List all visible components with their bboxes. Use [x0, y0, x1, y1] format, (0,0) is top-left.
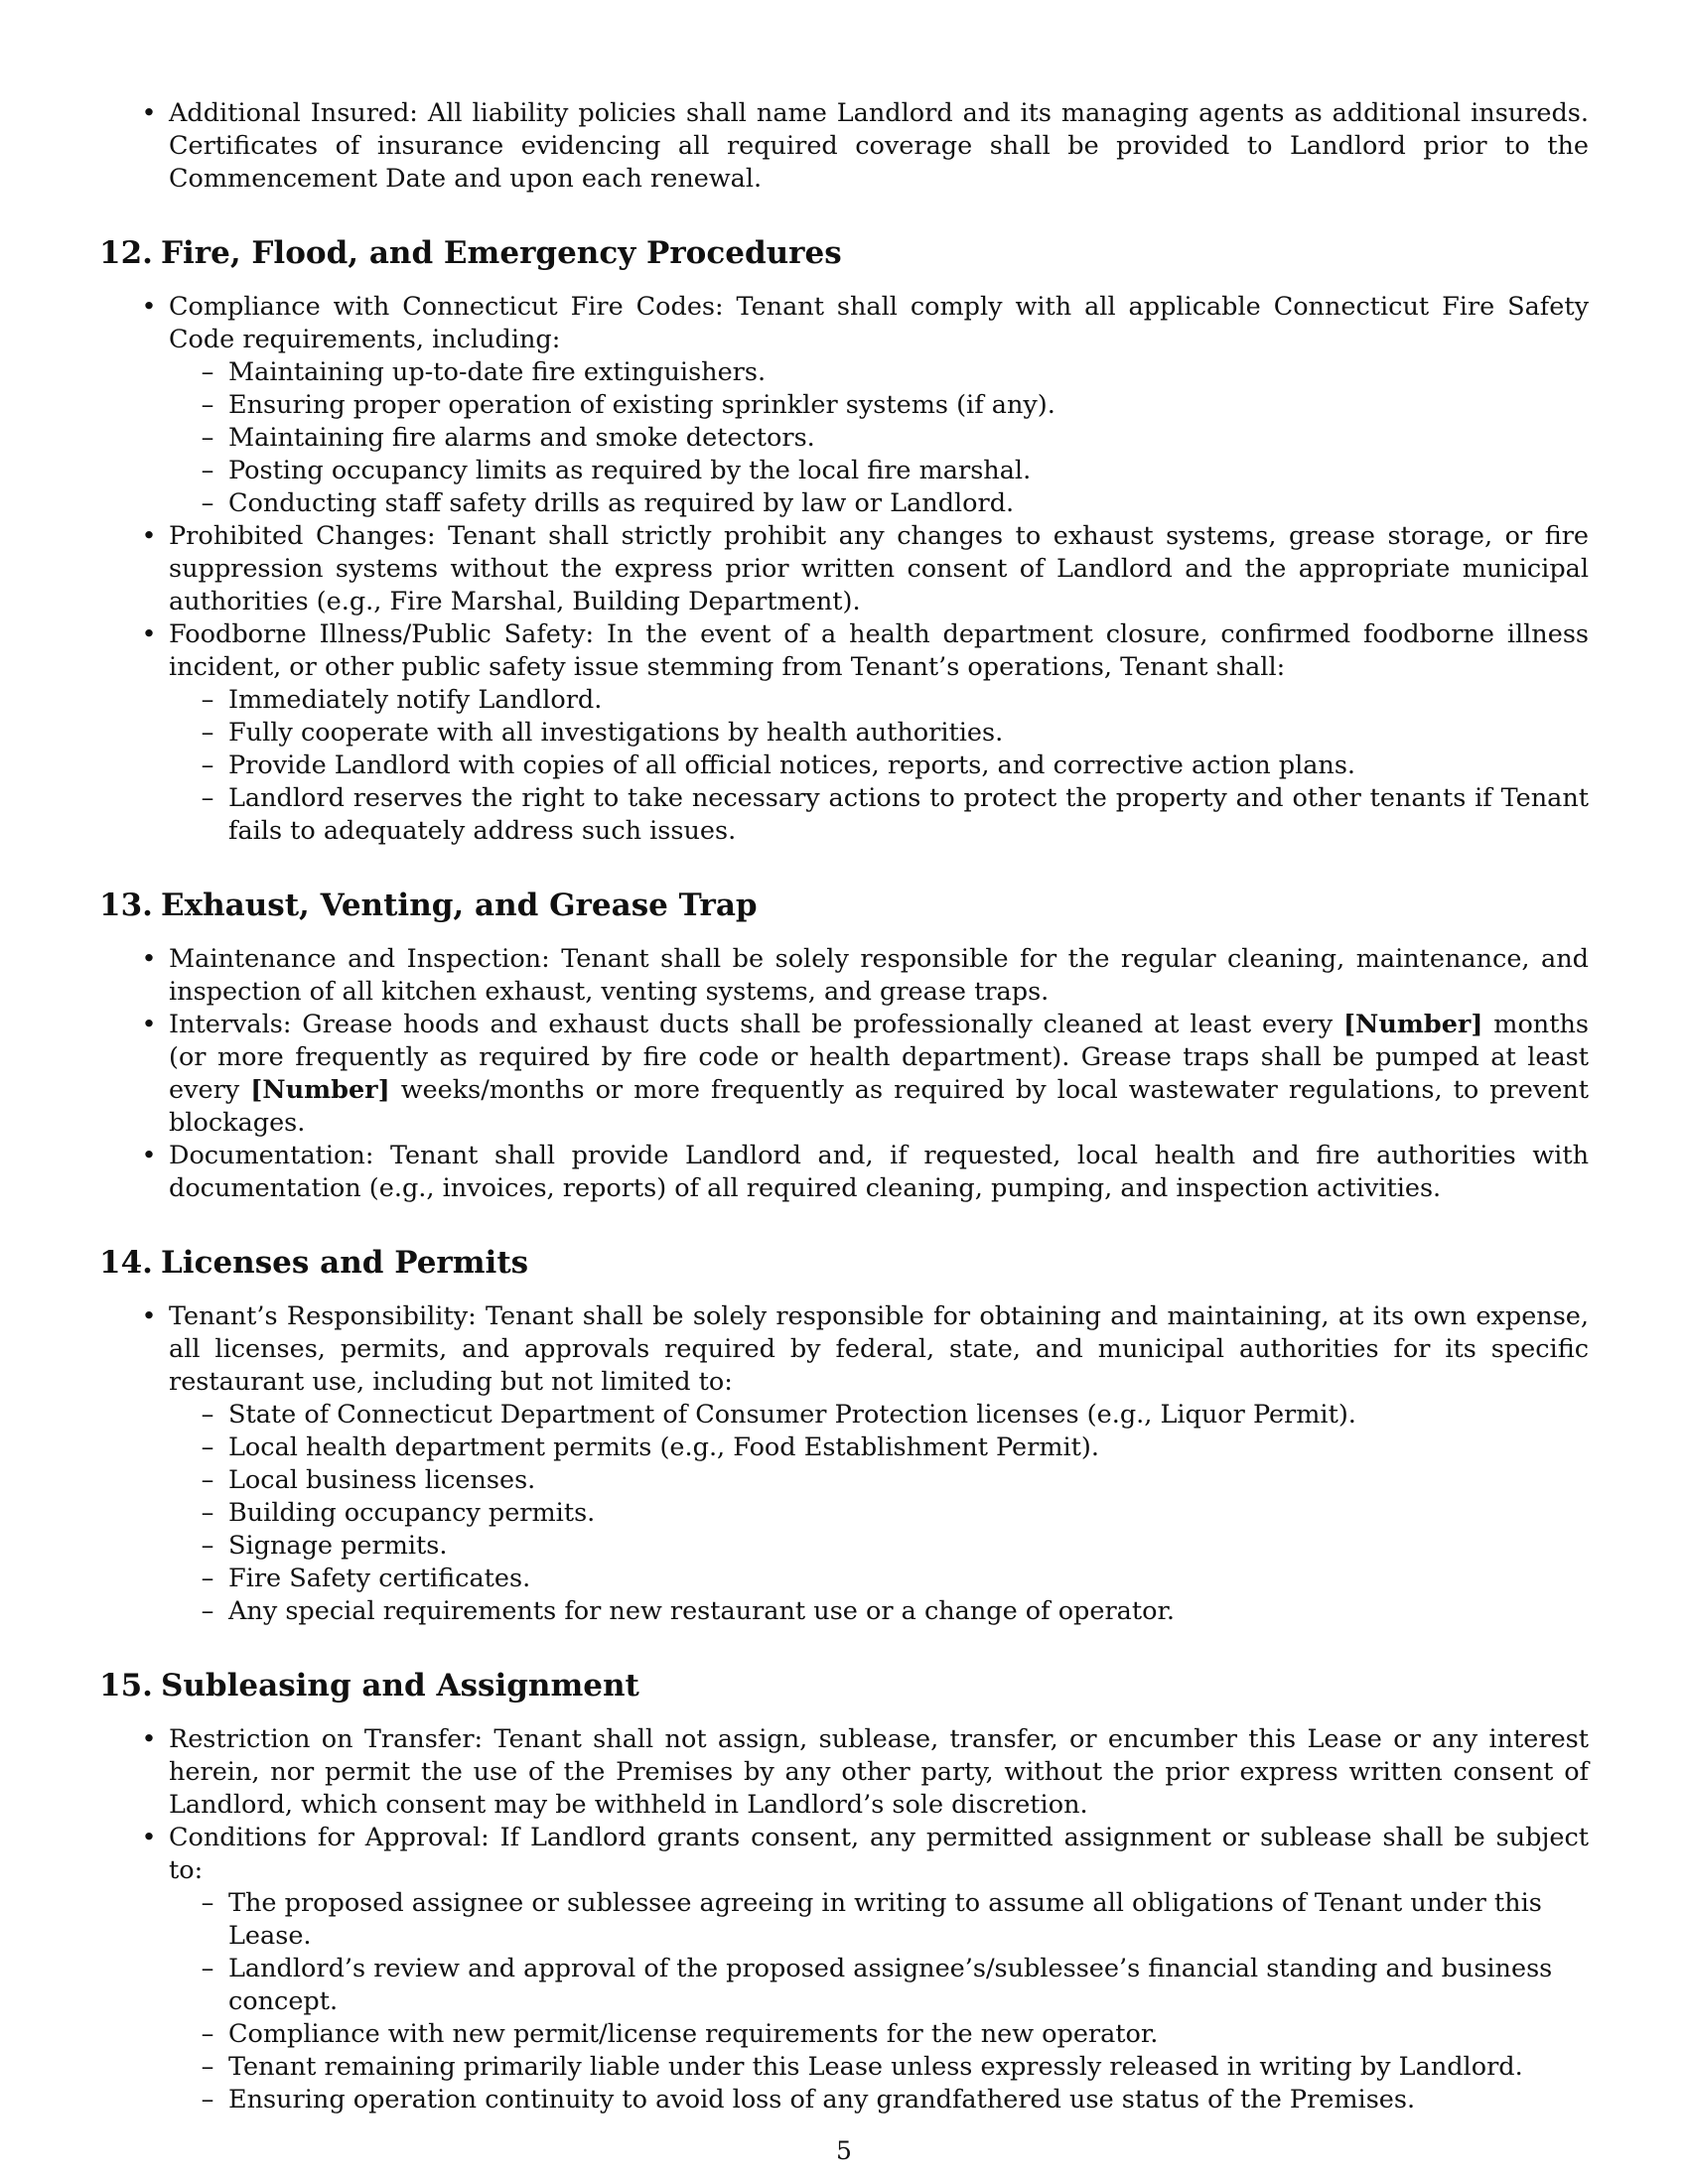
dash-icon: –	[201, 1564, 214, 1593]
placeholder-number: [Number]	[250, 1075, 390, 1105]
sub-list-item: – Fully cooperate with all investigations by health authorities.	[99, 717, 1589, 750]
list-item	[99, 1723, 1589, 1822]
bullet-icon: •	[141, 292, 157, 322]
sub-list-item: – Signage permits.	[99, 1530, 1589, 1563]
list-item-text: Documentation: Tenant shall provide Landlord and, if requested, local health and fire authorities with documentation (e.g., invoices, reports) of all required cleaning, pumping, and inspection activities.	[169, 1141, 1589, 1203]
sub-list-item: – Maintaining fire alarms and smoke detectors.	[99, 422, 1589, 455]
list-item-text: Conditions for Approval: If Landlord grants consent, any permitted assignment or sublease shall be subject to:	[169, 1823, 1589, 1885]
section-13-list	[99, 943, 1589, 1205]
sub-list	[169, 1887, 1589, 2116]
dash-icon: –	[201, 488, 214, 518]
bullet-icon: •	[141, 944, 157, 974]
dash-icon: –	[201, 2085, 214, 2115]
list-item	[99, 618, 1589, 848]
list-item-text: Prohibited Changes: Tenant shall strictly prohibit any changes to exhaust systems, grease storage, or fire suppression systems without the express prior written consent of Landlord and the appropriate municipal authorities (e.g., Fire Marshal, Building Department).	[169, 521, 1589, 616]
document-page	[99, 0, 1589, 2184]
dash-icon: –	[201, 1531, 214, 1561]
dash-icon: –	[201, 456, 214, 485]
list-item	[99, 520, 1589, 618]
dash-icon: –	[201, 718, 214, 748]
section-title: Fire, Flood, and Emergency Procedures	[161, 235, 842, 271]
dash-icon: –	[201, 1596, 214, 1626]
section-heading-15	[99, 1666, 1589, 1706]
dash-icon: –	[201, 685, 214, 715]
dash-icon: –	[201, 751, 214, 780]
bullet-icon: •	[141, 1823, 157, 1852]
sub-list-item: – Landlord’s review and approval of the proposed assignee’s/sublessee’s financial standing and business concept.	[99, 1953, 1589, 2018]
section-title: Exhaust, Venting, and Grease Trap	[161, 887, 758, 923]
dash-icon: –	[201, 1465, 214, 1495]
sub-list	[169, 1399, 1589, 1628]
sub-list-item: – Fire Safety certificates.	[99, 1563, 1589, 1595]
section-12-list	[99, 291, 1589, 848]
list-item-text: Restriction on Transfer: Tenant shall not assign, sublease, transfer, or encumber this Lease or any interest herein, nor permit the use of the Premises by any other party, without the prior express written consent of Landlord, which consent may be withheld in Landlord’s sole discretion.	[169, 1724, 1589, 1820]
sub-list-item: – Landlord reserves the right to take necessary actions to protect the property and other tenants if Tenant fails to adequately address such issues.	[99, 782, 1589, 848]
dash-icon: –	[201, 2052, 214, 2082]
list-item-text: Foodborne Illness/Public Safety: In the event of a health department closure, confirmed foodborne illness incident, or other public safety issue stemming from Tenant’s operations, Tenant shall:	[169, 619, 1589, 682]
list-item-text: Additional Insured: All liability policies shall name Landlord and its managing agents as additional insureds. Certificates of insurance evidencing all required coverage shall be provided to Landlord prior to the Commencement Date and upon each renewal.	[169, 98, 1589, 194]
list-item	[99, 97, 1589, 196]
list-item	[99, 1140, 1589, 1205]
dash-icon: –	[201, 1433, 214, 1462]
sub-list	[169, 356, 1589, 520]
sub-list-item: – The proposed assignee or sublessee agreeing in writing to assume all obligations of Tenant under this Lease.	[99, 1887, 1589, 1953]
list-item-text: Intervals: Grease hoods and exhaust ducts shall be professionally cleaned at least every [Number] months (or more frequently as required by fire code or health department). Grease traps shall be pumped at least every [Number] weeks/months or more frequently as required by local wastewater regulations, to prevent blockages.	[169, 1010, 1590, 1138]
list-item-text: Compliance with Connecticut Fire Codes: Tenant shall comply with all applicable Connecticut Fire Safety Code requirements, including:	[169, 292, 1589, 354]
sub-list-item: – Provide Landlord with copies of all official notices, reports, and corrective action plans.	[99, 750, 1589, 782]
section-15-list	[99, 1723, 1589, 2116]
intro-list	[99, 97, 1589, 196]
dash-icon: –	[201, 423, 214, 453]
dash-icon: –	[201, 783, 214, 813]
list-item	[99, 1009, 1589, 1140]
sub-list	[169, 684, 1589, 848]
dash-icon: –	[201, 2019, 214, 2049]
sub-list-item: – Conducting staff safety drills as required by law or Landlord.	[99, 487, 1589, 520]
sub-list-item: – Ensuring proper operation of existing sprinkler systems (if any).	[99, 389, 1589, 422]
sub-list-item: – Maintaining up-to-date fire extinguishers.	[99, 356, 1589, 389]
sub-list-item: – Building occupancy permits.	[99, 1497, 1589, 1530]
list-item-text: Tenant’s Responsibility: Tenant shall be solely responsible for obtaining and maintaining, at its own expense, all licenses, permits, and approvals required by federal, state, and municipal authorities for its specific restaurant use, including but not limited to:	[169, 1301, 1589, 1397]
section-14-list	[99, 1300, 1589, 1628]
dash-icon: –	[201, 1954, 214, 1983]
sub-list-item: – Ensuring operation continuity to avoid loss of any grandfathered use status of the Premises.	[99, 2084, 1589, 2116]
bullet-icon: •	[141, 1010, 157, 1039]
sub-list-item: – Compliance with new permit/license requirements for the new operator.	[99, 2018, 1589, 2051]
bullet-icon: •	[141, 1301, 157, 1331]
bullet-icon: •	[141, 98, 157, 128]
document-content	[99, 97, 1589, 2116]
list-item	[99, 1822, 1589, 2116]
dash-icon: –	[201, 1400, 214, 1430]
sub-list-item: – State of Connecticut Department of Consumer Protection licenses (e.g., Liquor Permit).	[99, 1399, 1589, 1432]
dash-icon: –	[201, 390, 214, 420]
placeholder-number: [Number]	[1342, 1010, 1483, 1039]
sub-list-item: – Any special requirements for new restaurant use or a change of operator.	[99, 1595, 1589, 1628]
list-item	[99, 943, 1589, 1009]
bullet-icon: •	[141, 1141, 157, 1170]
section-number: 14.	[99, 1245, 153, 1281]
page-number: 5	[836, 2136, 852, 2165]
list-item	[99, 1300, 1589, 1628]
bullet-icon: •	[141, 1724, 157, 1754]
sub-list-item: – Local business licenses.	[99, 1464, 1589, 1497]
sub-list-item: – Immediately notify Landlord.	[99, 684, 1589, 717]
dash-icon: –	[201, 357, 214, 387]
section-heading-12	[99, 233, 1589, 273]
dash-icon: –	[201, 1498, 214, 1528]
section-heading-13	[99, 886, 1589, 925]
section-heading-14	[99, 1243, 1589, 1283]
dash-icon: –	[201, 1888, 214, 1918]
section-number: 15.	[99, 1668, 153, 1704]
sub-list-item: – Posting occupancy limits as required by the local fire marshal.	[99, 455, 1589, 487]
sub-list-item: – Local health department permits (e.g., Food Establishment Permit).	[99, 1432, 1589, 1464]
section-number: 12.	[99, 235, 153, 271]
bullet-icon: •	[141, 619, 157, 649]
bullet-icon: •	[141, 521, 157, 551]
section-title: Subleasing and Assignment	[161, 1668, 639, 1704]
section-title: Licenses and Permits	[161, 1245, 529, 1281]
section-number: 13.	[99, 887, 153, 923]
list-item-text: Maintenance and Inspection: Tenant shall be solely responsible for the regular cleaning, maintenance, and inspection of all kitchen exhaust, venting systems, and grease traps.	[169, 944, 1589, 1007]
list-item	[99, 291, 1589, 520]
sub-list-item: – Tenant remaining primarily liable under this Lease unless expressly released in writing by Landlord.	[99, 2051, 1589, 2084]
